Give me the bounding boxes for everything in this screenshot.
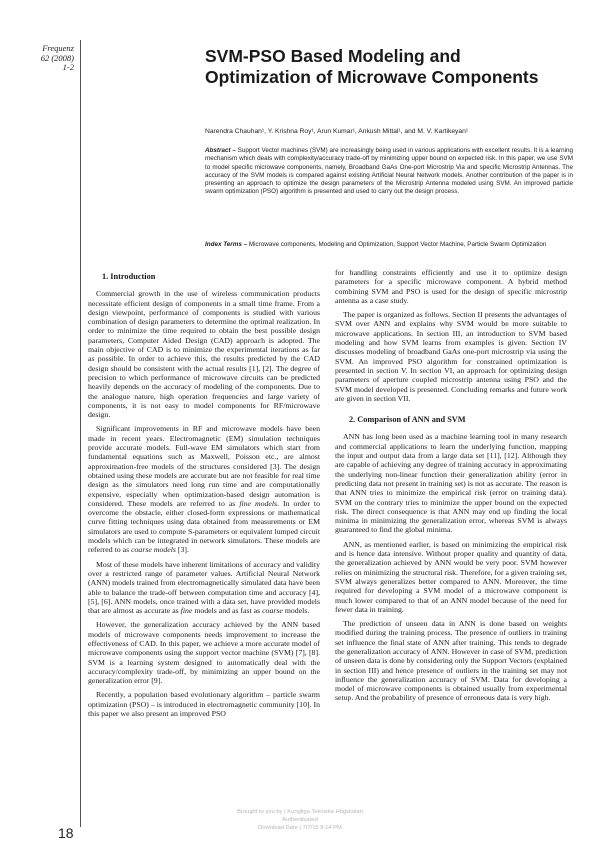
index-terms-label: Index Terms – (205, 241, 248, 248)
intro-continued-paragraph: for handling constraints efficiently and use it to optimize design parameters for a specific microwave component. A hybrid method combining SVM and PSO is used for the design of specific microstrip antenna as a case study. (335, 268, 567, 305)
intro-paragraph-2 (88, 424, 320, 554)
footer-line-3: Download Date | 7/7/15 8:14 PM (258, 825, 342, 831)
journal-volume: 62 (2008) (40, 52, 74, 63)
journal-name: Frequenz (42, 43, 74, 53)
left-column (88, 268, 320, 723)
journal-pages: 1-2 (62, 62, 74, 72)
coarse-term: coarse (262, 606, 283, 616)
comparison-paragraph-2: ANN, as mentioned earlier, is based on minimizing the empirical risk and is hence data intensive. Without proper quality and quantity of data, the generalization achieved by ANN would be very poor. SVM however relies on minimizing the structural risk. Therefore, for a given training set, SVM always generalizes better compared to ANN. Moreover, the time required for developing a SVM model of a microwave component is much lower compared to that of an ANN model because of the need for fewer data in training. (335, 539, 567, 614)
abstract (205, 147, 573, 197)
fine-term: fine (180, 606, 193, 616)
intro-p3-part-c: models. (284, 606, 310, 616)
section-heading-introduction: 1. Introduction (102, 272, 156, 281)
intro-p2-part-b: . In order to overcome the obstacle, either closed-form expressions or mathematical curve fitting techniques using data obtained from measurements or EM simulators are used to compute S-parameters or equivalent lumped circuit models which can be integrated in network simulators. These models are referred to as (88, 498, 320, 555)
footer-line-2: Authenticated (282, 817, 318, 823)
footer-line-1: Brought to you by | Kungliga Tekniska Högskolan (237, 809, 363, 815)
abstract-text: Support Vector machines (SVM) are increasingly being used in various applications with excellent results. It is a learning mechanism which deals with complexity/accuracy trade-off by minimizing upper bound on expected risk. In this paper, we use SVM to model specific microwave components, namely, Broadband GaAs One-port Microstrip Via and specific Microstrip Antennas. The accuracy of the SVM models is compared against existing Artificial Neural Network models. Another contribution of the paper is in presenting an approach to optimize the design parameters of the Microstrip Antenna modeled using SVM. An improved particle swarm optimization (PSO) algorithm is presented and used to carry out the design process. (205, 147, 573, 196)
organization-paragraph: The paper is organized as follows. Section II presents the advantages of SVM over ANN and explains why SVM would be more suitable to microwave applications. In section III, an introduction to SVM based modeling and how SVM learns from examples is given. Section IV discusses modeling of broadband GaAs one-port microstrip via using the SVM. An improved PSO algorithm for constrained optimization is presented in section V. In section VI, an approach for optimizing design parameters of aperture coupled microstrip antenna using PSO and the SVM model developed is presented. Concluding remarks and future work are given in section VII. (335, 310, 567, 403)
intro-paragraph-1: Commercial growth in the use of wireless communication products necessitate efficient design of components in a small time frame. From a design viewpoint, performance of components is studied with various combination of design parameters to determine the optimal realization. In order to minimize the time required to obtain the best possible design parameters, Computer Aided Design (CAD) approach is adopted. The main objective of CAD is to minimize the experimental iterations as far as possible. In order to achieve this, the results predicted by the CAD design should be consistent with the actual results [1], [2]. The degree of precision to which performance of microwave circuits can be predicted heavily depends on the accuracy of modeling of the components. Due to the analogue nature, high operation frequencies and large variety of components, it is not easy to model components for RF/microwave design. (88, 289, 320, 420)
download-footer (200, 808, 400, 832)
page-number: 18 (58, 825, 74, 841)
index-terms (205, 241, 573, 249)
index-terms-text: Microwave components, Modeling and Optimization, Support Vector Machine, Particle Swarm Optimization (248, 241, 547, 248)
fine-models-term: fine models (239, 498, 278, 508)
intro-paragraph-4: However, the generalization accuracy achieved by the ANN based models of microwave components needs improvement to increase the effectiveness of CAD. In this paper, we achieve a more accurate model of microwave components using the support vector machine (SVM) [7], [8]. SVM is a learning system designed to automatically deal with the accuracy/complexity trade-off, by minimizing an upper bound on the generalization error [9]. (88, 620, 320, 686)
coarse-models-term: coarse models (131, 545, 176, 555)
abstract-label: Abstract – (205, 147, 236, 154)
intro-paragraph-5: Recently, a population based evolutionary algorithm – particle swarm optimization (PSO) – is introduced in electromagnetic community [10]. In this paper we also present an improved PSO (88, 690, 320, 719)
author-list: Narendra Chauhan¹, Y. Krishna Roy¹, Arun Kumar¹, Ankush Mittal¹, and M. V. Kartikeyan¹ (205, 128, 469, 135)
intro-p3-part-b: models and as fast as (194, 606, 261, 616)
comparison-paragraph-3: The prediction of unseen data in ANN is done based on weights modified during the training process. The presence of outliers in training set influence the final state of ANN after training. This tends to degrade the generalization accuracy of ANN. However in case of SVM, prediction of unseen data is done by considering only the Support Vectors (explained in section III) and hence presence of outliers in the training set may not influence the generalization accuracy of SVM. Data for developing a model of microwave components is obtained usually from experimental setup. And the probability of presence of erroneous data is very high. (335, 619, 567, 703)
intro-p2-part-c: [3]. (177, 545, 189, 555)
journal-info (28, 44, 74, 73)
paper-title: SVM-PSO Based Modeling and Optimization of Microwave Components (205, 46, 539, 87)
intro-p2-part-a: Significant improvements in RF and microwave models have been made in recent years. Electromagnetic (EM) simulation techniques provide accurate models. Full-wave EM simulators which start from fundamental equations such as Maxwell, Poisson etc., are almost approximation-free models of the structures considered [3]. The design obtained using these models are accurate but are not feasible for real time design as the simulators need long run time and are computationally expensive, especially when optimization-based design automation is considered. These models are referred to as (88, 424, 320, 508)
intro-p3-part-a: Most of these models have inherent limitations of accuracy and validity over a restricted range of parameter values. Artificial Neural Network (ANN) models trained from electromagnetically simulated data have been able to balance the trade-off between computation time and accuracy [4], [5], [6]. ANN models, once trained with a data set, have provided models that are almost as accurate as (88, 559, 320, 616)
comparison-paragraph-1: ANN has long been used as a machine learning tool in many research and commercial applications to learn the underlying function, mapping the input and output data from a large data set [11], [12]. Although they are capable of achieving any degree of training accuracy in approximating the underlying non-linear function their generalization ability (error in predicting data not present in training set) is not as accurate. The reason is that ANN tries to minimize the empirical risk (error on training data). SVM on the contrary tries to minimize the upper bound on the expected risk. The direct consequence is that ANN may end up finding the local minima in minimizing the generalization error, whereas SVM is always guaranteed to find the global minima. (335, 432, 567, 535)
margin-rule (80, 40, 81, 827)
right-column (335, 268, 567, 708)
section-heading-comparison: 2. Comparison of ANN and SVM (349, 415, 466, 425)
intro-paragraph-3 (88, 560, 320, 616)
